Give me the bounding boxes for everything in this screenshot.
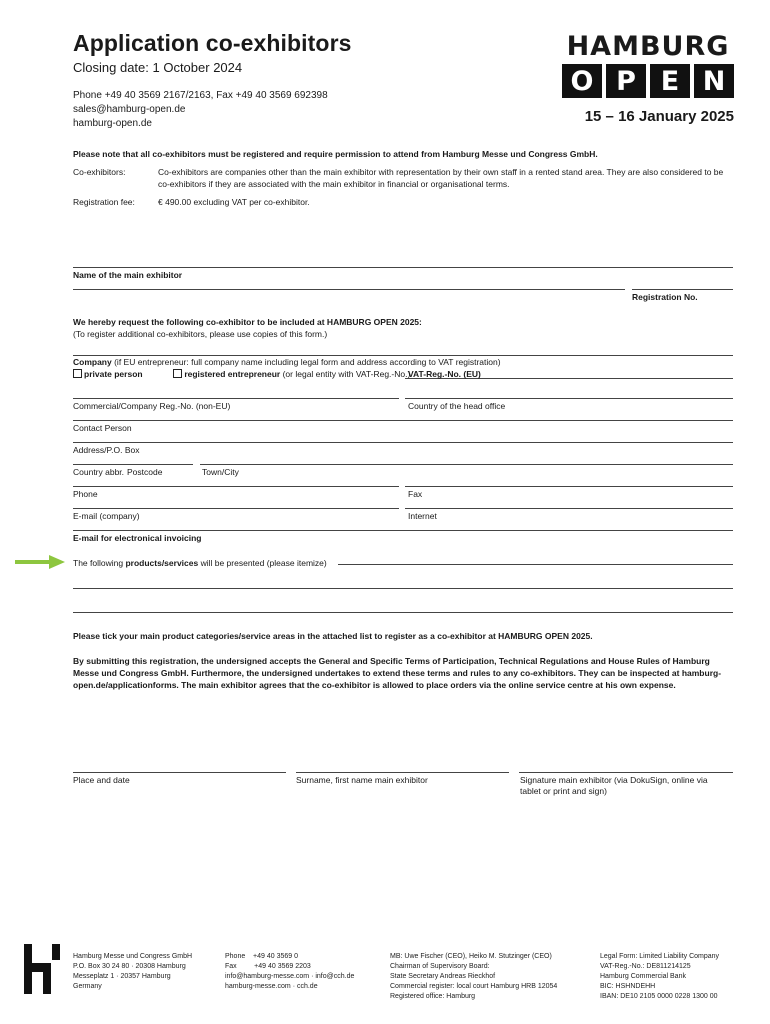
email-invoicing-field[interactable] (73, 530, 733, 531)
co-exhibitors-definition: Co-exhibitors are companies other than the main exhibitor with representation by their own staff in a rented stand area. They are also considered to be co-exhibitors if they are associated with the main exhibitor in financial or organisational terms. (158, 167, 724, 189)
country-head-office-field[interactable] (405, 398, 733, 399)
footer-line: BIC: HSHNDEHH (600, 983, 656, 990)
products-field-line-1[interactable] (338, 564, 733, 565)
footer-line[interactable]: hamburg-messe.com · cch.de (225, 983, 318, 990)
internet-label: Internet (408, 511, 437, 521)
products-label-pre: The following (73, 558, 126, 568)
event-dates: 15 – 16 January 2025 (584, 108, 734, 125)
town-field[interactable] (200, 464, 733, 465)
terms-acceptance: By submitting this registration, the undersigned accepts the General and Specific Terms of Participation, Technical Regulations and House Rules of Hamburg Messe und Congress GmbH. Furthermore, the undersigned undertakes to extend these terms and rules to any co-exhibitors. They can be inspected at hamburg-open.de/applicationforms. The main exhibitor agrees that the co-exhibitor is allowed to place orders via the online service centre at his own expense. (73, 656, 722, 690)
footer-line: Germany (73, 983, 102, 990)
contact-website[interactable]: hamburg-open.de (73, 118, 152, 129)
signature-field[interactable] (519, 772, 733, 773)
phone-label: Phone (73, 489, 98, 499)
footer-line: Registered office: Hamburg (390, 993, 476, 1000)
footer-line: P.O. Box 30 24 80 · 20308 Hamburg (73, 963, 186, 970)
main-exhibitor-name-field[interactable] (73, 289, 625, 290)
footer-line: VAT-Reg.-No.: DE811214125 (600, 963, 691, 970)
logo-word-top: HAMBURG (566, 31, 730, 62)
footer-line: IBAN: DE10 2105 0000 0228 1300 00 (600, 993, 718, 1000)
main-exhibitor-top-line (73, 267, 733, 268)
products-label-post: will be presented (please itemize) (198, 558, 327, 568)
arrow-right-icon (15, 555, 65, 569)
contact-block (73, 89, 328, 131)
country-abbr-label: Country abbr. (73, 467, 125, 477)
registration-no-field[interactable] (632, 289, 733, 290)
closing-date: Closing date: 1 October 2024 (73, 60, 243, 75)
hamburg-messe-logo (24, 944, 60, 994)
registered-entrepreneur-note: (or legal entity with VAT-Reg.-No.) (280, 369, 411, 379)
place-date-label: Place and date (73, 775, 130, 785)
co-exhibitors-label: Co-exhibitors: (73, 167, 126, 177)
request-heading: We hereby request the following co-exhibitor to be included at HAMBURG OPEN 2025: (73, 317, 422, 327)
company-label (73, 357, 501, 367)
permission-note: Please note that all co-exhibitors must be registered and require permission to attend from Hamburg Messe und Congress GmbH. (73, 149, 598, 159)
logo-letter: O (562, 64, 602, 98)
registration-no-label: Registration No. (632, 292, 698, 302)
email-company-label: E-mail (company) (73, 511, 140, 521)
place-date-field[interactable] (73, 772, 286, 773)
tick-categories-note: Please tick your main product categories/service areas in the attached list to register as a co-exhibitor at HAMBURG OPEN 2025. (73, 631, 593, 641)
address-field[interactable] (73, 442, 733, 443)
products-field-line-3[interactable] (73, 612, 733, 613)
footer-line: MB: Uwe Fischer (CEO), Heiko M. Stutzinger (CEO) (390, 953, 552, 960)
company-label-rest: (if EU entrepreneur: full company name including legal form and address according to VAT registration) (111, 357, 501, 367)
request-subtext: (To register additional co-exhibitors, please use copies of this form.) (73, 329, 328, 339)
company-label-bold: Company (73, 357, 112, 367)
footer-line: Phone +49 40 3569 0 (225, 953, 298, 960)
hamburg-open-logo (562, 32, 734, 98)
signature-label: Signature main exhibitor (via DokuSign, online via tablet or print and sign) (520, 775, 708, 796)
footer-line[interactable]: info@hamburg-messe.com · info@cch.de (225, 973, 355, 980)
footer-legal (600, 952, 719, 1002)
fax-label: Fax (408, 489, 423, 499)
footer-company (73, 952, 192, 992)
registration-fee-text: € 490.00 excluding VAT per co-exhibitor. (158, 197, 310, 207)
products-label-bold: products/services (125, 558, 199, 568)
country-postcode-field[interactable] (73, 464, 193, 465)
commercial-reg-field[interactable] (73, 398, 399, 399)
main-exhibitor-label: Name of the main exhibitor (73, 270, 183, 280)
person-type-row (73, 369, 410, 379)
email-invoicing-label: E-mail for electronical invoicing (73, 533, 202, 543)
footer-line: Commercial register: local court Hamburg HRB 12054 (390, 983, 558, 990)
logo-letter: N (694, 64, 734, 98)
footer-line: Messeplatz 1 · 20357 Hamburg (73, 973, 171, 980)
vat-label: VAT-Reg.-No. (EU) (408, 369, 481, 379)
surname-field[interactable] (296, 772, 509, 773)
footer-line: Chairman of Supervisory Board: (390, 963, 490, 970)
page-title: Application co-exhibitors (73, 30, 352, 56)
footer-line: Legal Form: Limited Liability Company (600, 953, 720, 960)
country-head-office-label: Country of the head office (408, 401, 506, 411)
products-field-line-2[interactable] (73, 588, 733, 589)
phone-field[interactable] (73, 486, 399, 487)
email-company-field[interactable] (73, 508, 399, 509)
contact-person-field[interactable] (73, 420, 733, 421)
footer-line: Hamburg Commercial Bank (600, 973, 686, 980)
logo-letter: P (606, 64, 646, 98)
registered-entrepreneur-checkbox[interactable] (173, 369, 182, 378)
surname-label: Surname, first name main exhibitor (296, 775, 428, 785)
registration-fee-label: Registration fee: (73, 197, 135, 207)
registered-entrepreneur-label: registered entrepreneur (184, 369, 281, 379)
footer-line: Hamburg Messe und Congress GmbH (73, 953, 193, 960)
logo-letter: E (650, 64, 690, 98)
postcode-label: Postcode (127, 467, 163, 477)
contact-phone: Phone +49 40 3569 2167/2163, Fax +49 40 3569 692398 (73, 90, 328, 101)
internet-field[interactable] (405, 508, 733, 509)
town-label: Town/City (202, 467, 239, 477)
company-field[interactable] (73, 355, 733, 356)
footer-line: State Secretary Andreas Rieckhof (390, 973, 496, 980)
footer-management (390, 952, 557, 1002)
products-label (73, 558, 327, 568)
footer-contact (225, 952, 354, 992)
footer-line: Fax +49 40 3569 2203 (225, 963, 311, 970)
fax-field[interactable] (405, 486, 733, 487)
contact-person-label: Contact Person (73, 423, 132, 433)
contact-email[interactable]: sales@hamburg-open.de (73, 104, 186, 115)
private-person-label: private person (84, 369, 143, 379)
private-person-checkbox[interactable] (73, 369, 82, 378)
address-label: Address/P.O. Box (73, 445, 140, 455)
commercial-reg-label: Commercial/Company Reg.-No. (non-EU) (73, 401, 231, 411)
